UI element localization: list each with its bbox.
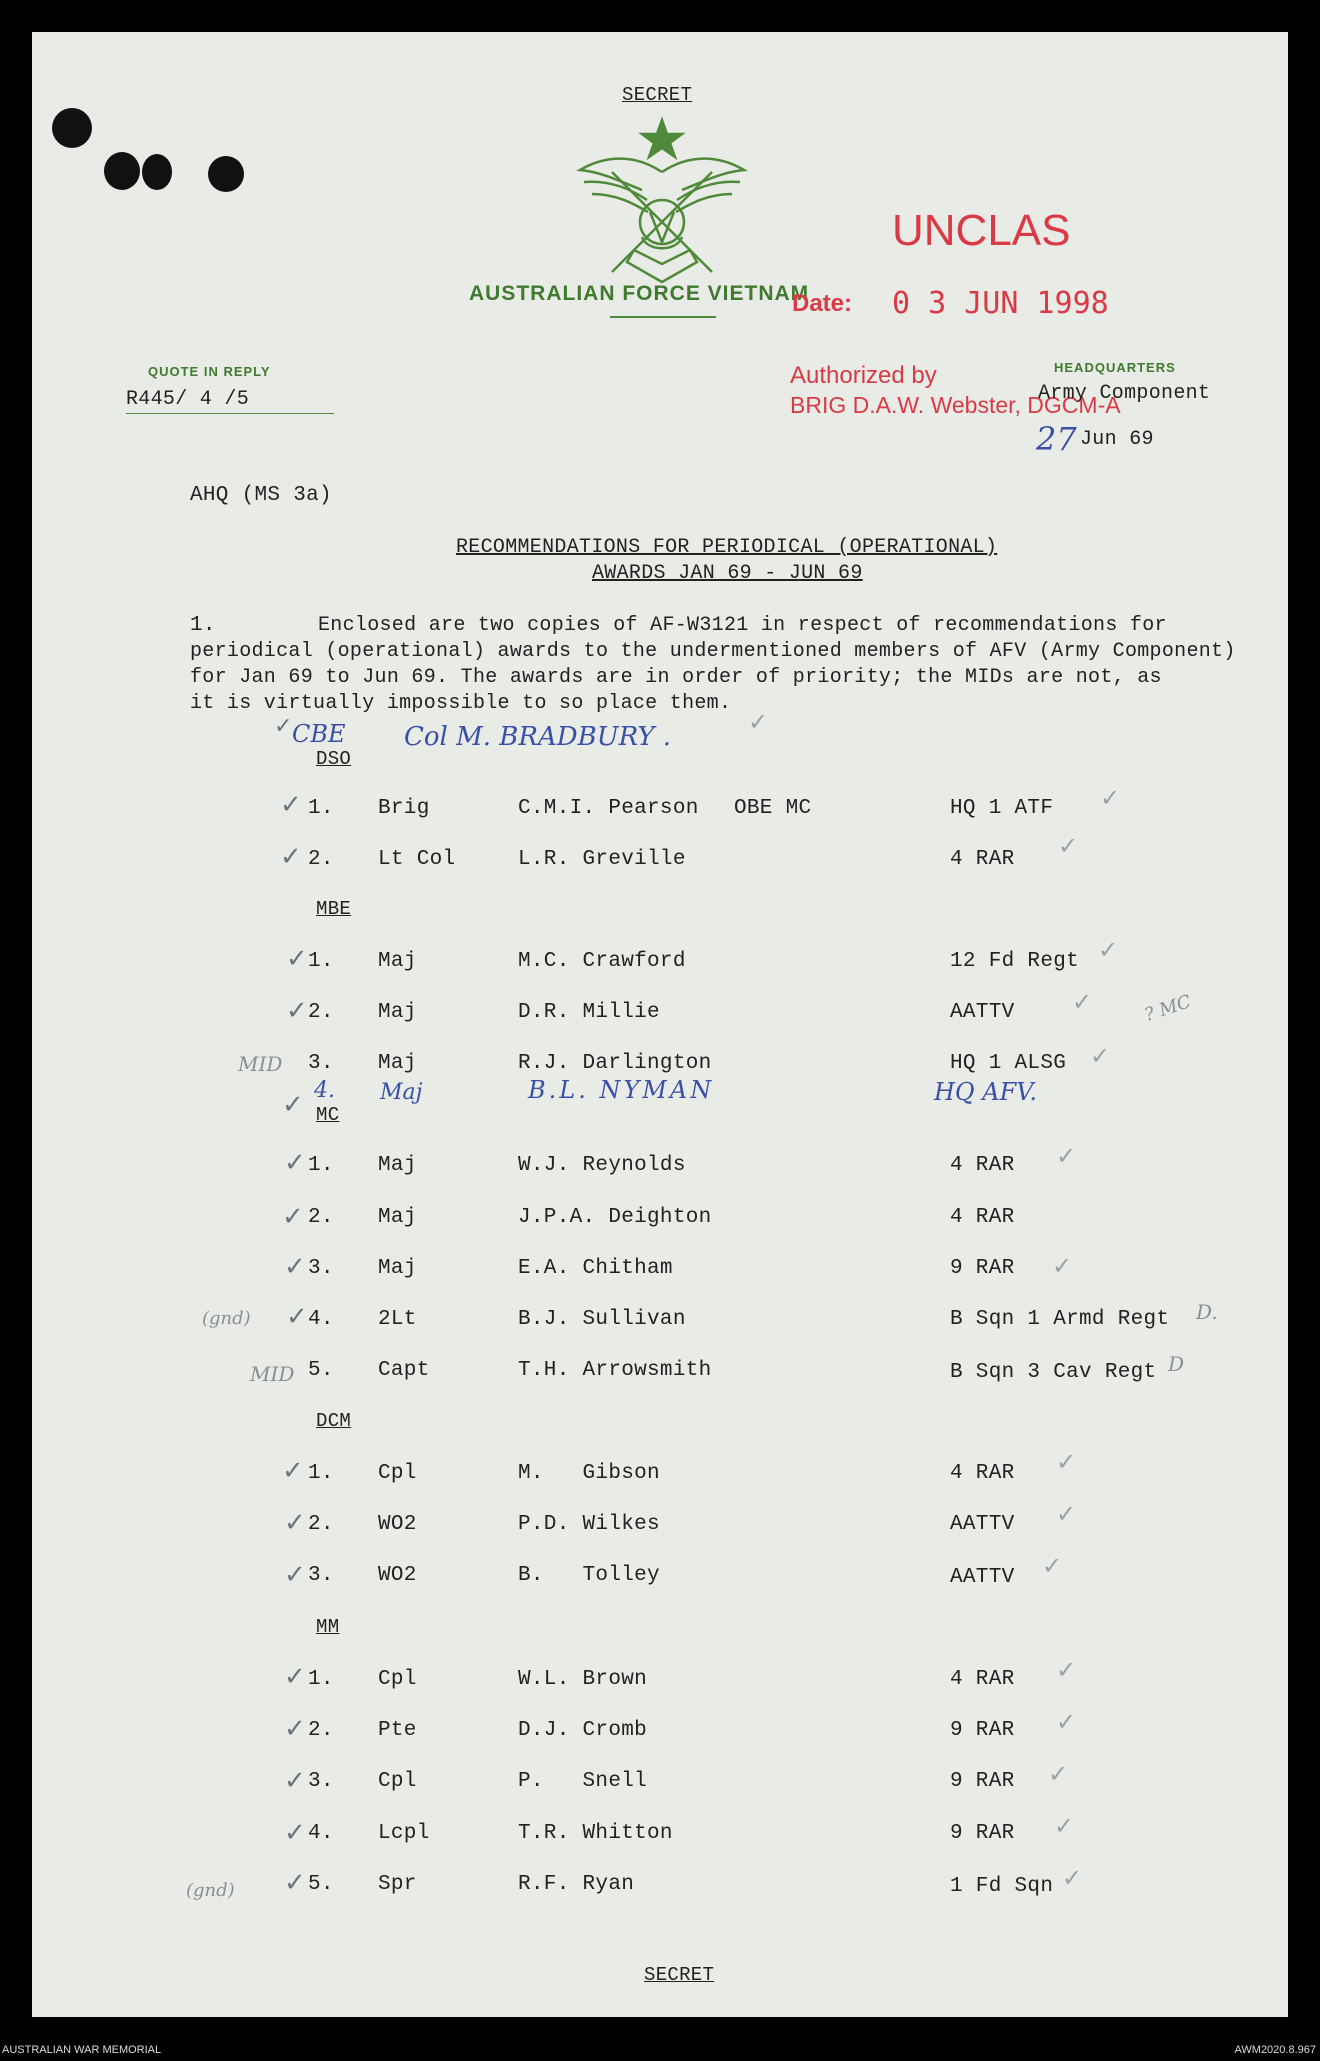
punch-hole	[104, 152, 140, 190]
margin-gnd-note: (gnd)	[202, 1308, 251, 1329]
archive-credit-right: AWM2020.8.967	[1234, 2044, 1316, 2056]
reference-number: R445/ 4 /5	[126, 388, 250, 411]
row-rank: Cpl	[378, 1462, 417, 1485]
row-number: 3.	[308, 1052, 334, 1075]
check-mark-icon: ✓	[1090, 1042, 1111, 1070]
date-day-handwritten: 27	[1036, 420, 1077, 458]
row-unit: HQ 1 ALSG	[950, 1052, 1067, 1075]
subject-line-1: RECOMMENDATIONS FOR PERIODICAL (OPERATIONAL)	[456, 536, 998, 559]
row-rank: Brig	[378, 797, 430, 820]
paragraph-line: it is virtually impossible to so place them.	[190, 692, 732, 715]
row-rank: Spr	[378, 1873, 417, 1896]
row-name: J.P.A. Deighton	[518, 1206, 712, 1229]
row-name: R.F. Ryan	[518, 1873, 635, 1896]
row-number: 2.	[308, 1719, 334, 1742]
row-unit: 4 RAR	[950, 1154, 1015, 1177]
row-number: 1.	[308, 1668, 334, 1691]
row-name: D.J. Cromb	[518, 1719, 648, 1742]
document-page	[32, 32, 1288, 2017]
row-rank: 2Lt	[378, 1308, 417, 1331]
handwritten-number: 4.	[314, 1078, 335, 1103]
check-mark-icon: ✓	[284, 1148, 306, 1178]
check-mark-icon: ✓	[1058, 832, 1079, 860]
row-postnominal: OBE MC	[734, 797, 812, 820]
archive-credit-left: AUSTRALIAN WAR MEMORIAL	[2, 2044, 162, 2056]
margin-gnd-note: (gnd)	[186, 1880, 235, 1901]
row-unit: AATTV	[950, 1566, 1015, 1589]
row-name: P.D. Wilkes	[518, 1513, 660, 1536]
row-unit: 9 RAR	[950, 1770, 1015, 1793]
row-number: 2.	[308, 1206, 334, 1229]
row-unit: AATTV	[950, 1513, 1015, 1536]
check-mark-icon: ✓	[1056, 1708, 1077, 1736]
check-mark-icon: ✓	[284, 1868, 306, 1898]
addressee: AHQ (MS 3a)	[190, 484, 332, 507]
row-rank: WO2	[378, 1564, 417, 1587]
d-mark: D	[1168, 1352, 1185, 1376]
check-mark-icon: ✓	[284, 1252, 306, 1282]
check-mark-icon: ✓	[280, 790, 302, 820]
check-mark-icon: ✓	[1048, 1760, 1069, 1788]
row-unit: 4 RAR	[950, 1206, 1015, 1229]
row-name: B. Tolley	[518, 1564, 660, 1587]
row-unit: AATTV	[950, 1001, 1015, 1024]
row-rank: WO2	[378, 1513, 417, 1536]
handwritten-bradbury: Col M. BRADBURY .	[404, 722, 672, 752]
check-mark-icon: ✓	[1056, 1142, 1077, 1170]
row-number: 1.	[308, 1154, 334, 1177]
check-mark-icon: ✓	[284, 1560, 306, 1590]
handwritten-rank: Maj	[380, 1080, 423, 1105]
check-mark-icon: ✓	[1054, 1812, 1075, 1840]
row-number: 1.	[308, 950, 334, 973]
row-name: M. Gibson	[518, 1462, 660, 1485]
check-mark-icon: ✓	[274, 714, 293, 739]
authorized-line2: BRIG D.A.W. Webster, DGCM-A	[790, 392, 1121, 418]
row-number: 3.	[308, 1257, 334, 1280]
row-number: 4.	[308, 1822, 334, 1845]
org-name: AUSTRALIAN FORCE VIETNAM	[469, 282, 810, 305]
row-number: 5.	[308, 1359, 334, 1382]
row-unit: B Sqn 3 Cav Regt	[950, 1361, 1157, 1384]
row-unit: B Sqn 1 Armd Regt	[950, 1308, 1170, 1331]
row-rank: Maj	[378, 1206, 417, 1229]
check-mark-icon: ✓	[1056, 1656, 1077, 1684]
row-unit: 12 Fd Regt	[950, 950, 1080, 973]
row-name: R.J. Darlington	[518, 1052, 712, 1075]
row-rank: Maj	[378, 950, 417, 973]
row-rank: Cpl	[378, 1668, 417, 1691]
handwritten-cbe: CBE	[292, 720, 346, 748]
date-stamp-value: 0 3 JUN 1998	[892, 286, 1109, 321]
row-name: W.L. Brown	[518, 1668, 648, 1691]
check-mark-icon: ✓	[284, 1714, 306, 1744]
row-name: E.A. Chitham	[518, 1257, 673, 1280]
check-mark-icon: ✓	[1062, 1864, 1083, 1892]
check-mark-icon: ✓	[1056, 1500, 1077, 1528]
check-mark-icon: ✓	[282, 1090, 304, 1120]
check-mark-icon: ✓	[284, 1818, 306, 1848]
row-number: 3.	[308, 1564, 334, 1587]
margin-mid-note: MID	[250, 1362, 295, 1386]
row-rank: Lt Col	[378, 848, 456, 871]
unclas-stamp: UNCLAS	[892, 206, 1071, 255]
row-number: 5.	[308, 1873, 334, 1896]
check-mark-icon: ✓	[1052, 1252, 1073, 1280]
row-number: 2.	[308, 1001, 334, 1024]
row-name: W.J. Reynolds	[518, 1154, 686, 1177]
paragraph-line: Enclosed are two copies of AF-W3121 in respect of recommendations for	[318, 614, 1167, 637]
handwritten-name: B.L. NYMAN	[528, 1076, 715, 1104]
row-name: D.R. Millie	[518, 1001, 660, 1024]
org-underline	[610, 316, 716, 318]
section-heading-mbe: MBE	[316, 898, 352, 920]
hq-unit: Army Component	[1038, 382, 1211, 405]
subject-line-2: AWARDS JAN 69 - JUN 69	[592, 562, 863, 585]
row-rank: Lcpl	[378, 1822, 430, 1845]
check-mark-icon: ✓	[282, 1456, 304, 1486]
punch-hole	[52, 108, 92, 148]
row-number: 2.	[308, 848, 334, 871]
row-rank: Maj	[378, 1154, 417, 1177]
check-mark-icon: ✓	[286, 944, 308, 974]
row-name: L.R. Greville	[518, 848, 686, 871]
check-mark-icon: ✓	[1072, 988, 1093, 1016]
date-rest: Jun 69	[1080, 428, 1154, 451]
check-mark-icon: ✓	[286, 996, 308, 1026]
row-number: 2.	[308, 1513, 334, 1536]
row-unit: 9 RAR	[950, 1719, 1015, 1742]
row-rank: Pte	[378, 1719, 417, 1742]
margin-mc-note: ? MC	[1141, 991, 1194, 1026]
punch-hole	[208, 156, 244, 192]
row-number: 3.	[308, 1770, 334, 1793]
row-rank: Cpl	[378, 1770, 417, 1793]
row-name: M.C. Crawford	[518, 950, 686, 973]
classification-bottom: SECRET	[644, 1964, 715, 1986]
handwritten-unit: HQ AFV.	[934, 1078, 1037, 1106]
check-mark-icon: ✓	[1056, 1448, 1077, 1476]
row-unit: 9 RAR	[950, 1822, 1015, 1845]
section-heading-dso: DSO	[316, 748, 352, 770]
check-mark-icon: ✓	[284, 1508, 306, 1538]
crest-emblem	[572, 112, 752, 292]
row-number: 4.	[308, 1308, 334, 1331]
check-mark-icon: ✓	[286, 1302, 308, 1332]
margin-mid-note: MID	[238, 1052, 283, 1076]
date-stamp-label: Date:	[792, 290, 853, 317]
row-name: T.R. Whitton	[518, 1822, 673, 1845]
paragraph-line: periodical (operational) awards to the undermentioned members of AFV (Army Component)	[190, 640, 1236, 663]
paragraph-line: for Jan 69 to Jun 69. The awards are in order of priority; the MIDs are not, as	[190, 666, 1162, 689]
row-name: B.J. Sullivan	[518, 1308, 686, 1331]
reference-underline	[126, 413, 334, 414]
quote-label: QUOTE IN REPLY	[148, 364, 271, 379]
check-mark-icon: ✓	[1098, 936, 1119, 964]
check-mark-icon: ✓	[1042, 1552, 1063, 1580]
row-unit: 4 RAR	[950, 1462, 1015, 1485]
punch-hole	[142, 154, 172, 190]
authorized-line1: Authorized by	[790, 362, 937, 389]
check-mark-icon: ✓	[1100, 784, 1121, 812]
paragraph-number: 1.	[190, 614, 216, 637]
row-unit: 1 Fd Sqn	[950, 1875, 1054, 1898]
row-number: 1.	[308, 1462, 334, 1485]
row-unit: HQ 1 ATF	[950, 797, 1054, 820]
row-unit: 9 RAR	[950, 1257, 1015, 1280]
check-mark-icon: ✓	[284, 1662, 306, 1692]
section-heading-mc: MC	[316, 1104, 340, 1126]
row-unit: 4 RAR	[950, 848, 1015, 871]
row-name: P. Snell	[518, 1770, 648, 1793]
row-unit: 4 RAR	[950, 1668, 1015, 1691]
row-number: 1.	[308, 797, 334, 820]
d-mark: D.	[1196, 1300, 1218, 1324]
row-name: C.M.I. Pearson	[518, 797, 699, 820]
section-heading-dcm: DCM	[316, 1410, 352, 1432]
section-heading-mm: MM	[316, 1616, 340, 1638]
check-mark-icon: ✓	[748, 708, 769, 736]
classification-top: SECRET	[622, 84, 693, 106]
hq-label: HEADQUARTERS	[1054, 360, 1176, 375]
row-rank: Maj	[378, 1001, 417, 1024]
check-mark-icon: ✓	[282, 1202, 304, 1232]
row-rank: Maj	[378, 1052, 417, 1075]
check-mark-icon: ✓	[280, 842, 302, 872]
row-name: T.H. Arrowsmith	[518, 1359, 712, 1382]
row-rank: Maj	[378, 1257, 417, 1280]
row-rank: Capt	[378, 1359, 430, 1382]
check-mark-icon: ✓	[284, 1766, 306, 1796]
